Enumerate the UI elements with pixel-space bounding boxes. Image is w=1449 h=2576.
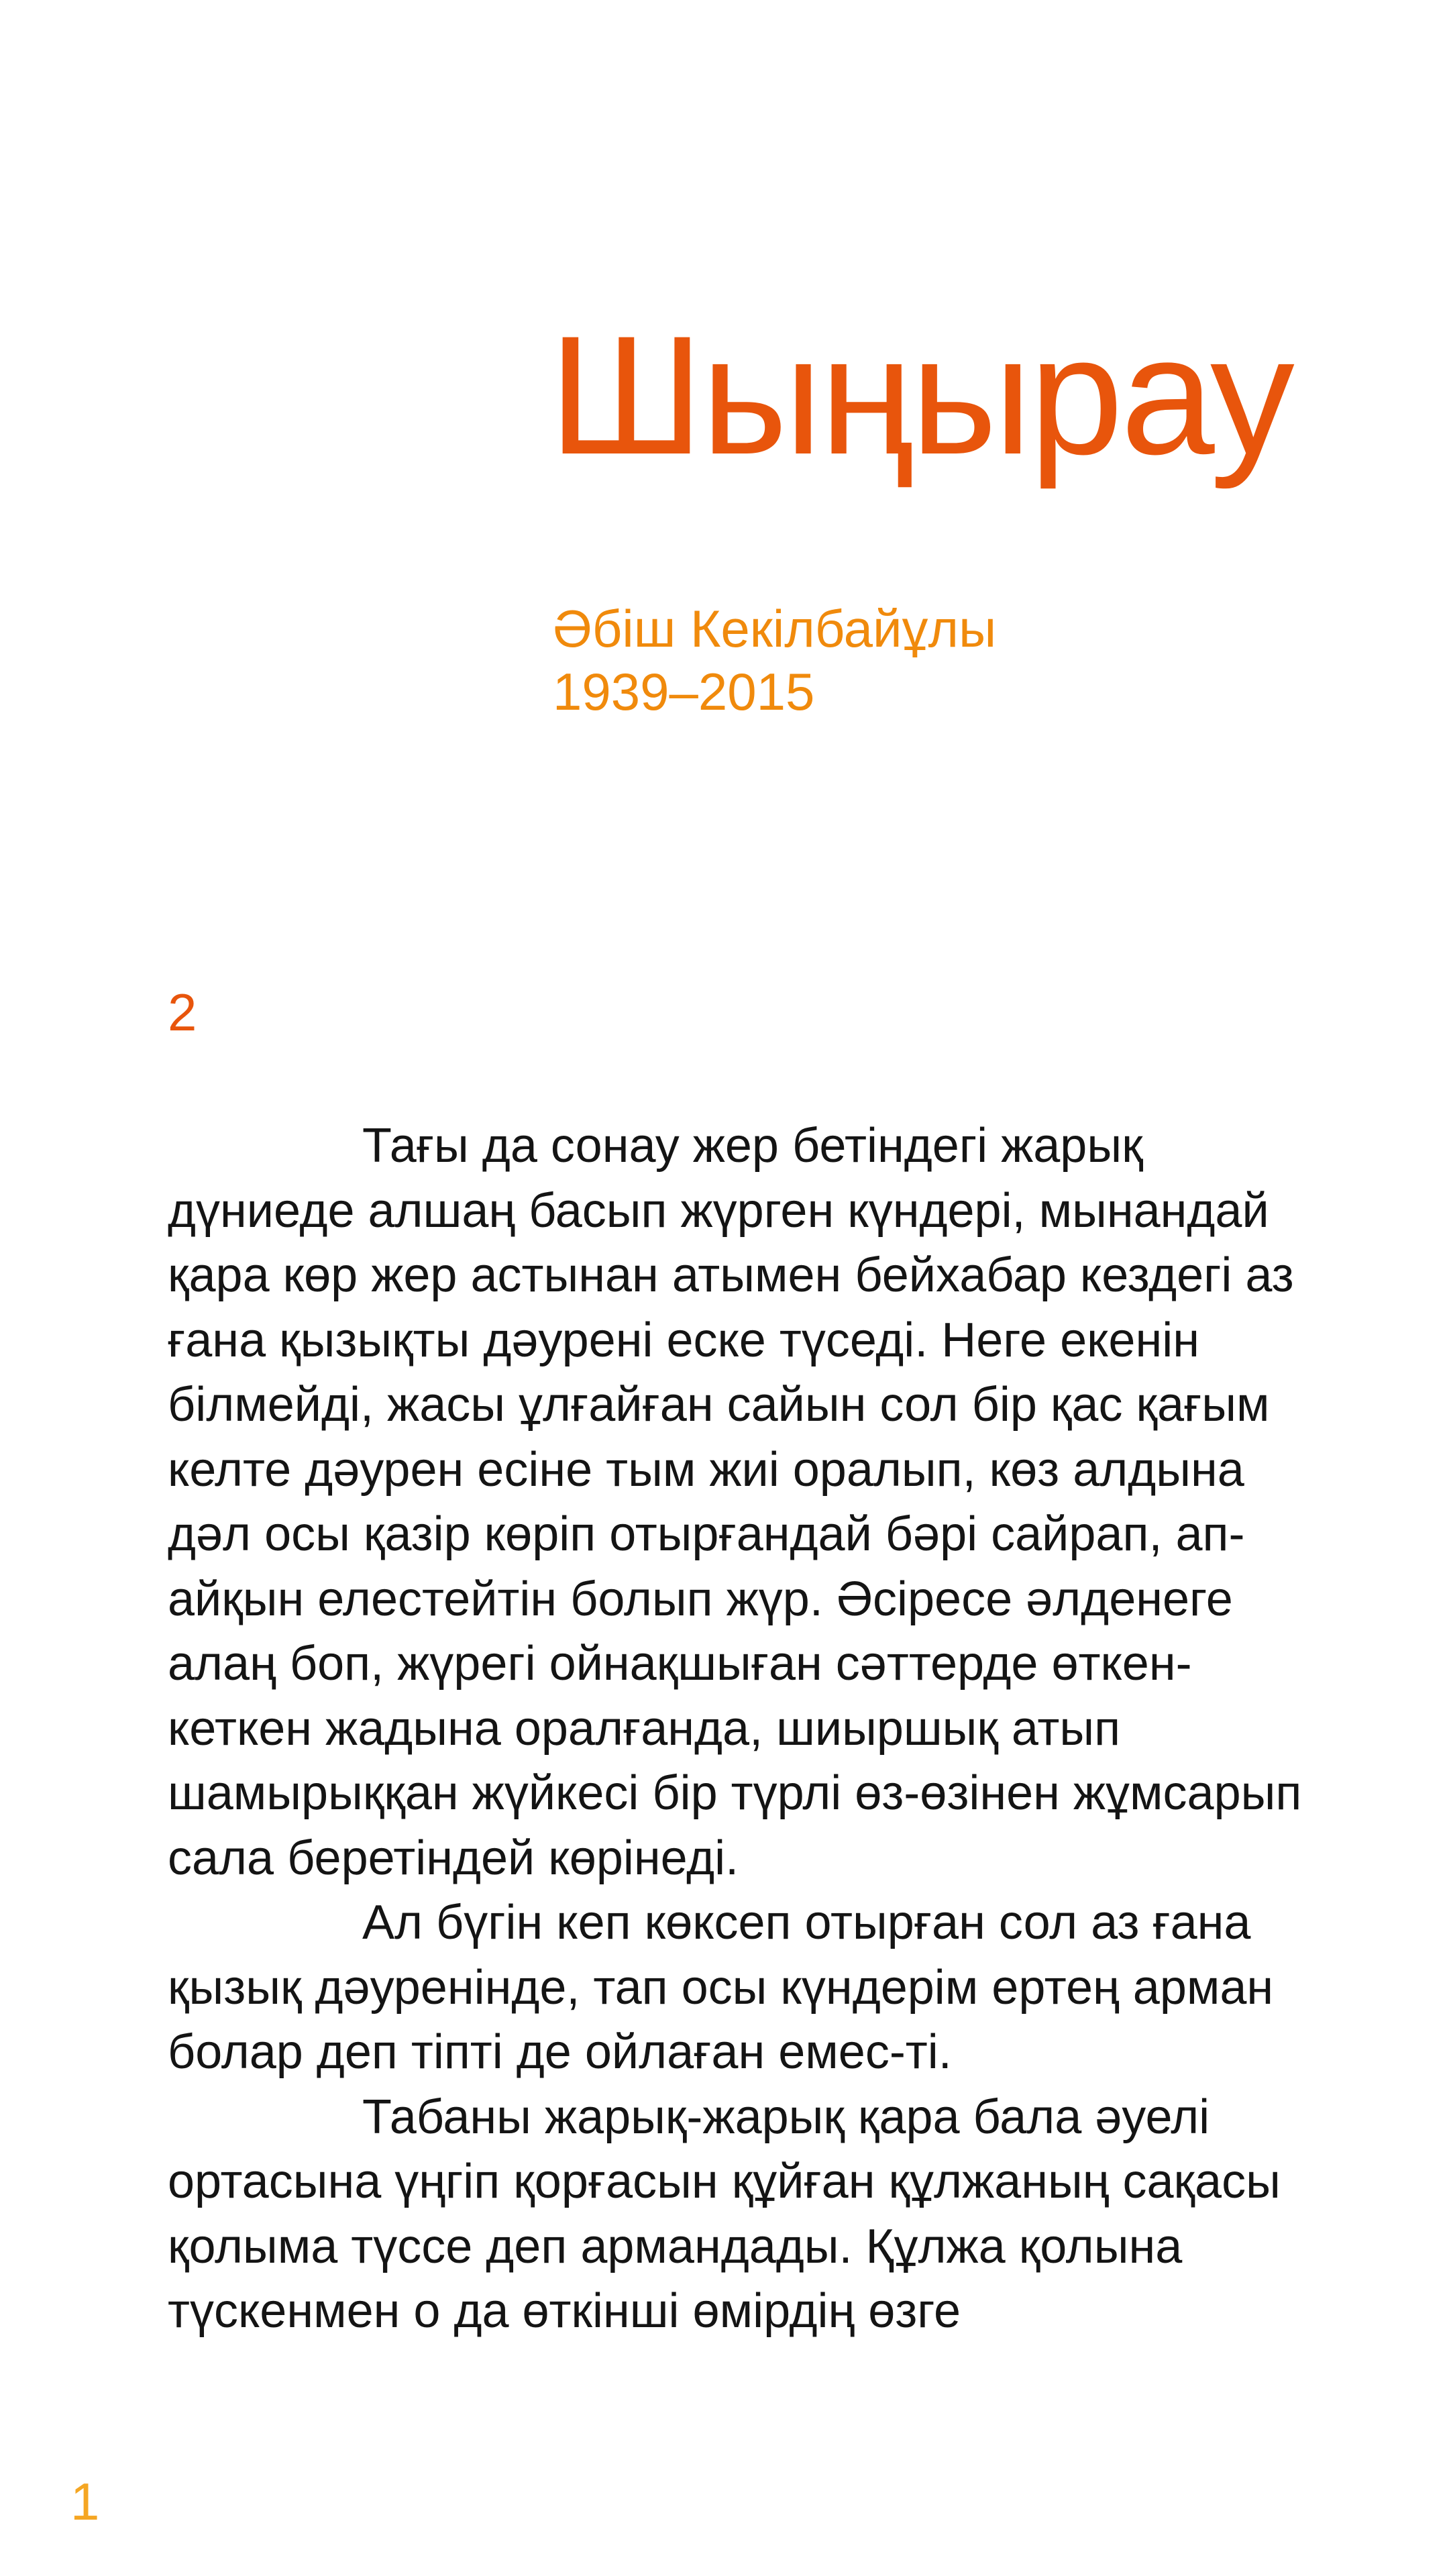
- paragraph: Тағы да сонау жер бетіндегі жарық дүниеде алшаң басып жүрген күндері, мынандай қара көр жер астынан атымен бейхабар кездегі аз ғана қызықты дәурені еске түседі. Неге екенін білмейді, жасы ұлғайған сайын сол бір қас қағым келте дәурен есіне тым жиі оралып, көз алдына дәл осы қазір көріп отырғандай бәрі сайрап, ап-айқын елестейтін болып жүр. Әсіресе әлденеге алаң боп, жүрегі ойнақшыған сәттерде өткен-кеткен жадына оралғанда, шиыршық атып шамырыққан жүйкесі бір түрлі өз-өзінен жұмсарып сала беретіндей көрінеді.: [168, 1119, 1302, 1885]
- chapter-text: [168, 1114, 1322, 2344]
- paragraph: Ал бүгін кеп көксеп отырған сол аз ғана қызық дәуренінде, тап осы күндерім ертең арман болар деп тіпті де ойлаған емес-ті.: [168, 1896, 1274, 2079]
- book-title: Шыңырау: [549, 301, 1292, 490]
- author-years: 1939–2015: [553, 662, 815, 721]
- page-number: 1: [70, 2472, 100, 2531]
- paragraph: Табаны жарық-жарық қара бала әуелі ортасына үңгіп қорғасын құйған құлжаның сақасы қолыма түссе деп армандады. Құлжа қолына түскенмен о да өткінші өмірдің өзге: [168, 2090, 1281, 2338]
- author-name: Әбіш Кекілбайұлы: [553, 599, 997, 658]
- author-block: [553, 597, 996, 723]
- chapter-number: 2: [168, 983, 197, 1042]
